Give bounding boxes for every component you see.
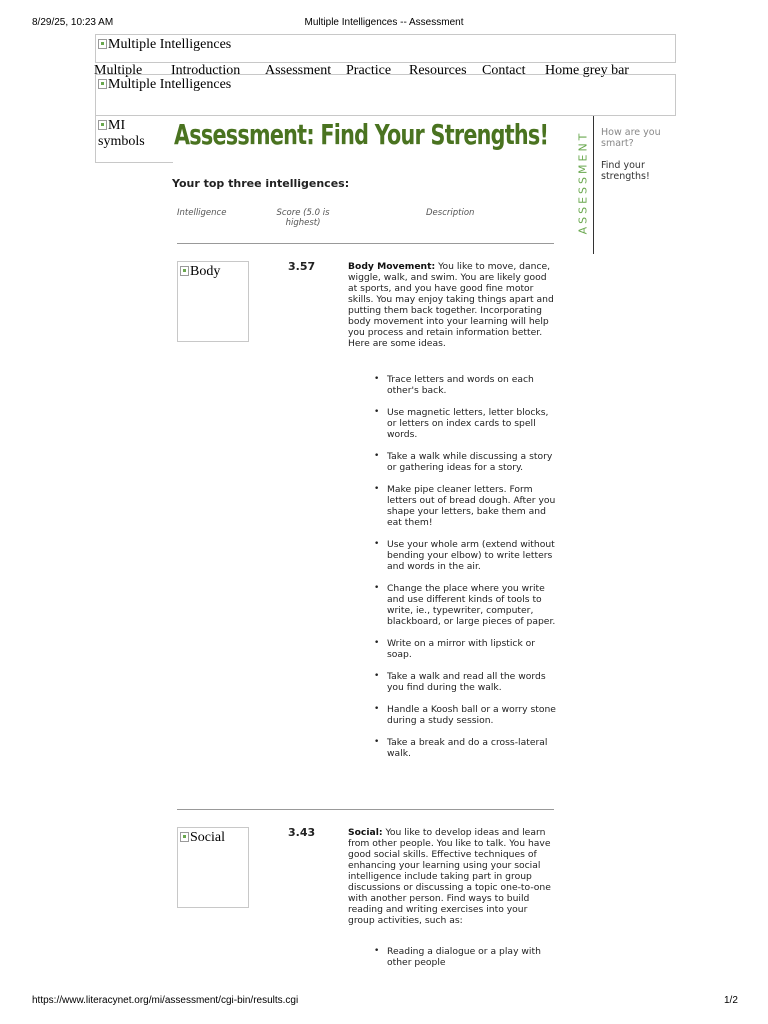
body-intelligence-name: Body Movement:: [348, 261, 436, 272]
social-description-text: You like to develop ideas and learn from other people. You like to talk. You have good social skills. Effective techniques of enhancing your learning using your social intelligence include taking part in group discussions or discussing a topic one-to-one with another person. Find ways to build reading and writing exercises into your group activities, such as:: [348, 827, 551, 926]
broken-image-icon: [180, 266, 189, 276]
print-url: https://www.literacynet.org/mi/assessment/cgi-bin/results.cgi: [32, 995, 299, 1006]
broken-image-icon: [98, 79, 107, 89]
nav-multiple[interactable]: Multiple: [94, 63, 143, 78]
column-header-score: Score (5.0 is highest): [276, 208, 330, 228]
list-item: • Write on a mirror with lipstick or soap.: [372, 638, 556, 660]
results-subheading: Your top three intelligences:: [172, 177, 350, 190]
divider: [177, 243, 554, 244]
body-description: [348, 261, 554, 349]
list-item: • Trace letters and words on each other's back.: [372, 374, 556, 396]
sidebar-answer[interactable]: Find your strengths!: [601, 160, 650, 182]
sidebar-question: How are you smart?: [601, 127, 661, 149]
list-item: • Change the place where you write and use different kinds of tools to write, ie., typewriter, computer, blackboard, or large pieces of paper.: [372, 583, 556, 627]
body-intelligence-image: [177, 261, 249, 342]
column-header-description: Description: [426, 208, 475, 218]
broken-image-icon: [180, 832, 189, 842]
list-item: • Make pipe cleaner letters. Form letters out of bread dough. After you shape your letters, bake them and eat them!: [372, 484, 556, 528]
body-ideas-list: [372, 374, 556, 770]
list-item: • Handle a Koosh ball or a worry stone during a study session.: [372, 704, 556, 726]
sidebar-vertical-label: [576, 128, 590, 238]
print-page-title: Multiple Intelligences -- Assessment: [304, 17, 464, 28]
banner-alt-text: Multiple Intelligences: [108, 37, 232, 52]
broken-image-icon: [98, 39, 107, 49]
mi-symbols-image: [95, 116, 173, 163]
body-image-alt-text: Body: [190, 264, 221, 279]
social-intelligence-name: Social:: [348, 827, 383, 838]
banner-image-2: [95, 74, 676, 116]
list-item: • Take a walk while discussing a story or gathering ideas for a story.: [372, 451, 556, 473]
sidebar-vertical-text: ASSESSMENT: [576, 130, 590, 235]
banner-image: [95, 34, 676, 63]
nav-introduction[interactable]: Introduction: [171, 63, 241, 78]
nav-practice[interactable]: Practice: [346, 63, 392, 78]
list-item: • Reading a dialogue or a play with other people: [372, 946, 556, 968]
print-page-number: 1/2: [724, 995, 738, 1006]
mi-symbols-alt-text: MI symbols: [98, 118, 145, 149]
nav-assessment[interactable]: Assessment: [265, 63, 332, 78]
column-header-intelligence: Intelligence: [177, 208, 227, 218]
social-intelligence-image: [177, 827, 249, 908]
list-item: • Take a walk and read all the words you find during the walk.: [372, 671, 556, 693]
print-timestamp: 8/29/25, 10:23 AM: [32, 17, 114, 28]
nav-resources[interactable]: Resources: [409, 63, 467, 78]
social-ideas-list: [372, 946, 556, 979]
social-image-alt-text: Social: [190, 830, 225, 845]
social-score: 3.43: [288, 826, 316, 839]
sidebar-divider: [593, 116, 594, 254]
nav-contact[interactable]: Contact: [482, 63, 526, 78]
nav-home-grey-bar[interactable]: Home grey bar: [545, 63, 629, 78]
social-description: [348, 827, 554, 926]
list-item: • Take a break and do a cross-lateral walk.: [372, 737, 556, 759]
body-score: 3.57: [288, 260, 316, 273]
banner-2-alt-text: Multiple Intelligences: [108, 77, 232, 92]
broken-image-icon: [98, 120, 107, 130]
page-title: Assessment: Find Your Strengths!: [174, 118, 549, 151]
divider: [177, 809, 554, 810]
list-item: • Use magnetic letters, letter blocks, or letters on index cards to spell words.: [372, 407, 556, 440]
list-item: • Use your whole arm (extend without bending your elbow) to write letters and words in the air.: [372, 539, 556, 572]
body-description-text: You like to move, dance, wiggle, walk, and swim. You are likely good at sports, and you have good fine motor skills. You may enjoy taking things apart and putting them back together. Incorporating body movement into your learning will help you process and retain information better. Here are some ideas.: [348, 261, 554, 349]
